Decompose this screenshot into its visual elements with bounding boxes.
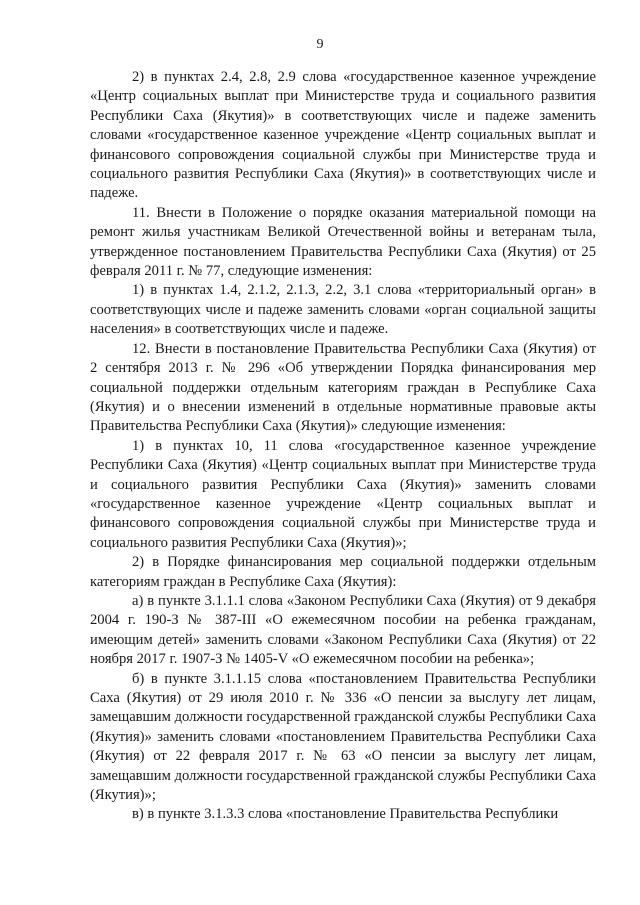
paragraph-section-11: 11. Внести в Положение о порядке оказания материальной помощи на ремонт жилья участникам Великой Отечественной войны и ветеранам тыла, утвержденное постановлением Правительства Республики Саха (Якутия) от 25 февраля 2011 г. № 77, следующие изменения:	[90, 204, 596, 280]
paragraph-subitem-v: в) в пункте 3.1.3.3 слова «постановление Правительства Республики	[132, 806, 559, 823]
page-number: 9	[316, 37, 324, 52]
paragraph-item-2-amendment: 2) в пунктах 2.4, 2.8, 2.9 слова «государственное казенное учреждение «Центр социальных выплат при Министерстве труда и социального развития Республики Саха (Якутия)» в соответствующих числе и падеже заменить словами «государственное казенное учреждение «Центр социальных выплат и финансового сопровождения социальной службы при Министерстве труда и социального развития Республики Саха (Якутия)» в соответствующих числе и падеже.	[90, 69, 596, 202]
paragraph-section-12-item-1: 1) в пунктах 10, 11 слова «государственное казенное учреждение Республики Саха (Якутия) «Центр социальных выплат при Министерстве труда и социального развития Республики Саха (Якутия)» заменить словами «государственное казенное учреждение «Центр социальных выплат и финансового сопровождения социальной службы при Министерстве труда и социального развития Республики Саха (Якутия)»;	[90, 437, 596, 551]
paragraph-section-12: 12. Внести в постановление Правительства Республики Саха (Якутия) от 2 сентября 2013 г. № 296 «Об утверждении Порядка финансирования мер социальной поддержки отдельным категориям граждан в Республике Саха (Якутия) и о внесении изменений в отдельные нормативные правовые акты Правительства Республики Саха (Якутия)» следующие изменения:	[90, 340, 596, 435]
paragraph-subitem-a: а) в пункте 3.1.1.1 слова «Законом Республики Саха (Якутия) от 9 декабря 2004 г. 190-З № 387-III «О ежемесячном пособии на ребенка гражданам, имеющим детей» заменить словами «Законом Республики Саха (Якутия) от 22 ноября 2017 г. 1907-З № 1405-V «О ежемесячном пособии на ребенка»;	[90, 592, 596, 668]
paragraph-section-11-item-1: 1) в пунктах 1.4, 2.1.2, 2.1.3, 2.2, 3.1 слова «территориальный орган» в соответствующих числе и падеже заменить словами «орган социальной защиты населения» в соответствующих числе и падеже.	[90, 282, 596, 338]
paragraph-section-12-item-2: 2) в Порядке финансирования мер социальной поддержки отдельным категориям граждан в Республике Саха (Якутия):	[90, 554, 596, 590]
paragraph-subitem-b: б) в пункте 3.1.1.15 слова «постановлением Правительства Республики Саха (Якутия) от 29 июля 2010 г. № 336 «О пенсии за выслугу лет лицам, замещавшим должности государственной гражданской службы Республики Саха (Якутия)» заменить словами «постановлением Правительства Республики Саха (Якутия) от 22 февраля 2017 г. № 63 «О пенсии за выслугу лет лицам, замещавшим должности государственной гражданской службы Республики Саха (Якутия)»;	[90, 670, 596, 804]
document-body	[90, 68, 596, 825]
